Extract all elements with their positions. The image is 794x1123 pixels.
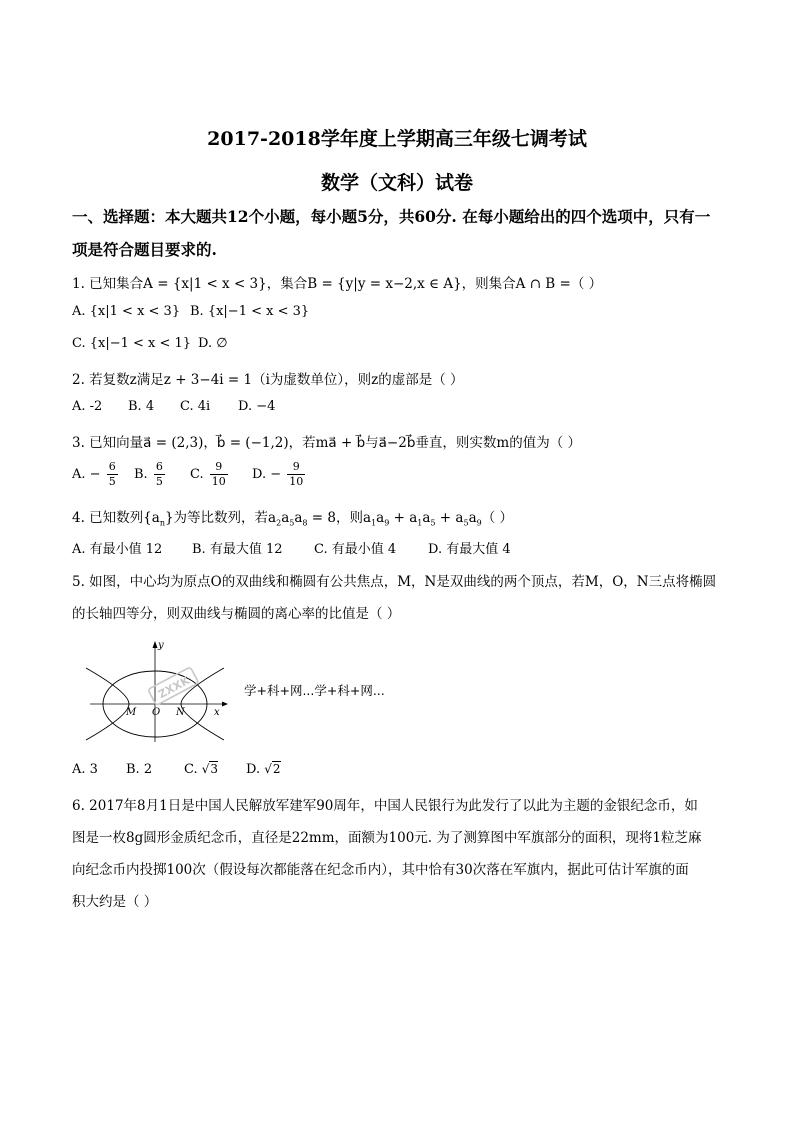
question-2-option-b: B. 4 xyxy=(128,399,155,414)
svg-text:ZXXK: ZXXK xyxy=(156,673,192,702)
question-1-text: 1. 已知集合A = {x|1 < x < 3}，集合B = {y|y = x−2,x ∈ A}，则集合A ∩ B =（ ） xyxy=(72,276,603,292)
minus-sign: − xyxy=(89,467,101,482)
fraction xyxy=(287,460,305,489)
fraction xyxy=(154,460,165,489)
question-6-line4: 积大约是（ ） xyxy=(72,894,158,910)
question-4-text xyxy=(72,506,513,528)
text-fragment: + a xyxy=(389,510,418,526)
y-axis-label: y xyxy=(158,640,164,651)
ellipse-hyperbola-figure xyxy=(84,636,234,746)
subscript: 9 xyxy=(384,518,390,528)
text-fragment: a xyxy=(294,510,303,526)
text-fragment: = 8，则a xyxy=(307,510,372,526)
text-fragment: + a xyxy=(435,510,464,526)
subscript: 5 xyxy=(289,518,295,528)
numerator: 6 xyxy=(155,460,163,473)
question-5-line1: 5. 如图，中心均为原点O的双曲线和椭圆有公共焦点，M，N是双曲线的两个顶点，若M，O，N三点将椭圆 xyxy=(72,574,717,590)
question-4-option-a: A. 有最小值 12 xyxy=(72,542,163,557)
question-5-option-c xyxy=(184,762,218,777)
section-heading-line2: 项是符合题目要求的. xyxy=(72,240,217,259)
question-4-option-c: C. 有最小值 4 xyxy=(314,542,397,557)
option-label: C. xyxy=(184,762,198,777)
question-3-text: 3. 已知向量a⃗ = (2,3)，b⃗ = (−1,2)，若ma⃗ + b⃗与a⃗−2b⃗垂直，则实数m的值为（ ） xyxy=(72,435,581,451)
question-6-line3: 向纪念币内投掷100次（假设每次都能落在纪念币内），其中恰有30次落在军旗内，据此可估计军旗的面 xyxy=(72,862,689,878)
question-1-option-c: C. {x|−1 < x < 1} xyxy=(72,336,192,351)
option-label: D. xyxy=(246,762,261,777)
subscript: 2 xyxy=(276,518,282,528)
radicand: 2 xyxy=(272,762,281,776)
watermark-side-text: 学+科+网...学+科+网... xyxy=(244,683,385,698)
subscript: 1 xyxy=(417,518,423,528)
question-5-option-d xyxy=(246,762,281,777)
question-4-option-d: D. 有最大值 4 xyxy=(428,542,511,557)
text-fragment: }为等比数列，若a xyxy=(164,510,277,526)
question-1-option-d: D. ∅ xyxy=(198,336,228,351)
point-n-label: N xyxy=(176,707,185,718)
numerator: 9 xyxy=(287,460,305,475)
exam-title: 2017-2018学年度上学期高三年级七调考试 xyxy=(207,128,587,150)
exam-subtitle: 数学（文科）试卷 xyxy=(320,172,473,194)
question-3-option-c xyxy=(190,460,230,489)
fraction xyxy=(107,460,118,489)
question-2-option-d: D. −4 xyxy=(238,399,276,414)
question-3-option-a xyxy=(72,460,120,489)
question-5-line2: 的长轴四等分，则双曲线与椭圆的离心率的比值是（ ） xyxy=(72,606,401,622)
numerator: 6 xyxy=(108,460,116,473)
sqrt-expression: √3 xyxy=(201,762,219,776)
numerator: 9 xyxy=(210,460,228,475)
question-2-text: 2. 若复数z满足z + 3−4i = 1（i为虚数单位），则z的虚部是（ ） xyxy=(72,372,464,388)
question-3-option-b xyxy=(134,460,167,489)
question-6-line1: 6. 2017年8月1日是中国人民解放军建军90周年，中国人民银行为此发行了以此为主题的金银纪念币，如 xyxy=(72,798,698,814)
radicand: 3 xyxy=(210,762,219,776)
question-1-option-a: A. {x|1 < x < 3} xyxy=(72,304,181,319)
question-2-option-c: C. 4i xyxy=(180,399,211,414)
option-label: C. xyxy=(190,467,204,482)
subscript: 5 xyxy=(463,518,469,528)
minus-sign: − xyxy=(270,467,282,482)
question-6-line2: 图是一枚8g圆形金质纪念币，直径是22mm，面额为100元. 为了测算图中军旗部分的面积，现将1粒芝麻 xyxy=(72,830,702,846)
subscript: 9 xyxy=(476,518,482,528)
subscript: 5 xyxy=(430,518,436,528)
text-fragment: a xyxy=(376,510,385,526)
text-fragment: a xyxy=(468,510,477,526)
origin-label: O xyxy=(152,707,161,718)
question-1-option-b: B. {x|−1 < x < 3} xyxy=(190,304,310,319)
option-label: B. xyxy=(134,467,148,482)
question-4-option-b: B. 有最大值 12 xyxy=(192,542,283,557)
fraction xyxy=(210,460,228,489)
text-fragment: a xyxy=(281,510,290,526)
section-heading-line1: 一、选择题：本大题共12个小题，每小题5分，共60分. 在每小题给出的四个选项中，只有一 xyxy=(72,207,711,226)
text-fragment: a xyxy=(422,510,431,526)
denominator: 5 xyxy=(155,475,163,488)
option-label: A. xyxy=(72,467,86,482)
subscript: 8 xyxy=(302,518,308,528)
denominator: 10 xyxy=(211,475,226,488)
question-3-option-d xyxy=(252,460,307,489)
question-5-option-a: A. 3 xyxy=(72,762,98,777)
x-axis-arrow xyxy=(222,702,228,707)
text-fragment: （ ） xyxy=(481,510,514,526)
y-axis-arrow xyxy=(153,641,158,648)
denominator: 5 xyxy=(108,475,116,488)
subscript: 1 xyxy=(371,518,377,528)
denominator: 10 xyxy=(289,475,304,488)
text-fragment: 4. 已知数列{a xyxy=(72,510,160,526)
question-5-option-b: B. 2 xyxy=(126,762,153,777)
x-axis-label: x xyxy=(214,707,220,718)
option-label: D. xyxy=(252,467,267,482)
sqrt-expression: √2 xyxy=(264,762,281,776)
question-2-option-a: A. -2 xyxy=(72,399,103,414)
subscript: n xyxy=(159,518,165,528)
point-m-label: M xyxy=(126,707,137,718)
